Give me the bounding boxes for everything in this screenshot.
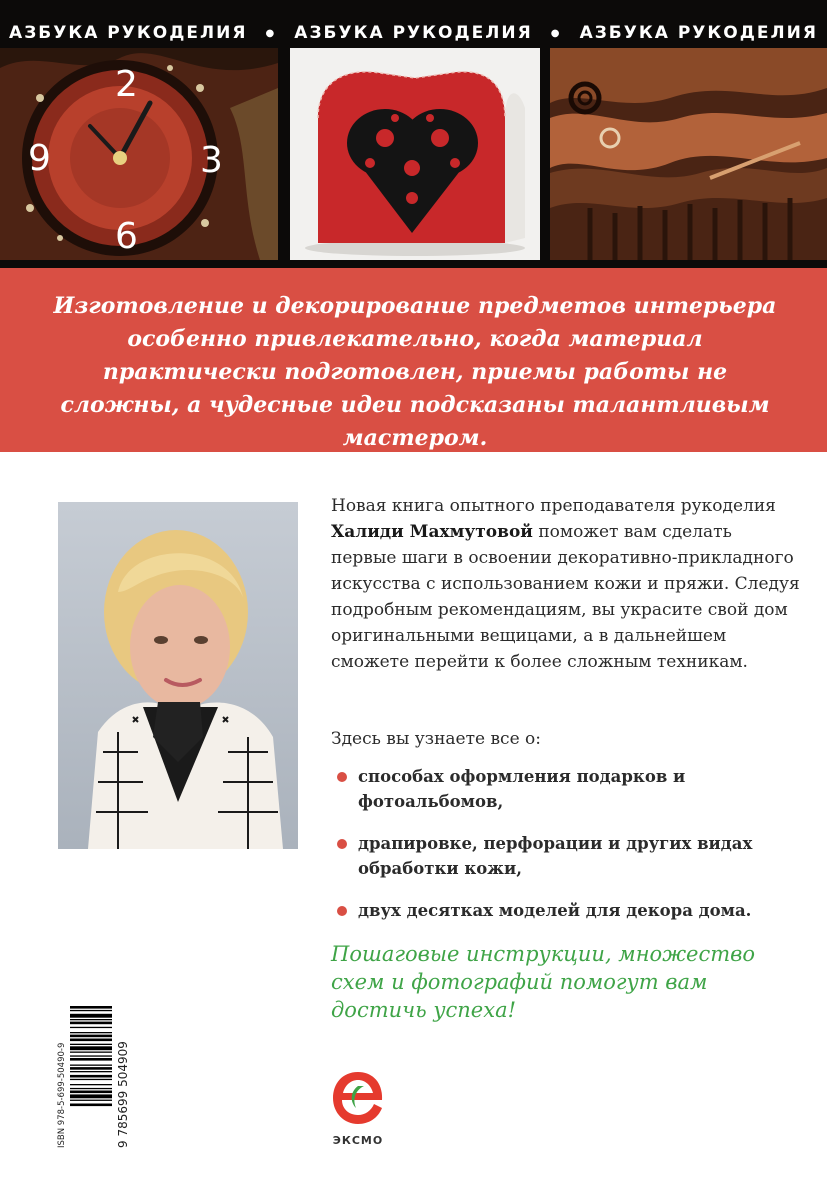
bullet-dot-icon	[337, 772, 347, 782]
bullet-dot-icon	[337, 839, 347, 849]
top-photo-band	[0, 0, 827, 268]
description-text: поможет вам сделать первые шаги в освоении декоративно-прикладного искусства с использованием кожи и пряжи. Следуя подробным рекомендациям, вы украсите свой дом оригинальными вещицами, а в дальнейшем сможете перейти к более сложным техникам.	[331, 522, 800, 672]
clock-numeral-9: 9	[28, 138, 51, 179]
author-portrait	[58, 502, 298, 849]
eksmo-logo-icon	[328, 1068, 388, 1128]
list-item	[337, 831, 807, 881]
publisher-name: ЭКСМО	[332, 1134, 384, 1147]
author-name: Халиди Махмутовой	[331, 522, 533, 542]
description-text: Новая книга опытного преподавателя рукоделия	[331, 496, 776, 516]
separator-dot: ●	[265, 27, 277, 39]
leather-clock-photo	[0, 48, 278, 260]
list-item-text: двух десятках моделей для декора дома.	[358, 901, 752, 920]
topics-list	[337, 764, 807, 940]
series-title-row	[0, 18, 827, 48]
separator-dot: ●	[550, 27, 562, 39]
publisher-logo	[328, 1068, 388, 1148]
series-title: АЗБУКА РУКОДЕЛИЯ	[579, 23, 818, 43]
leather-panel-photo	[550, 48, 827, 260]
clock-numeral-3: 3	[200, 140, 223, 181]
barcode-digits: 9 785699 504909	[116, 1041, 130, 1148]
topics-intro: Здесь вы узнаете все о:	[331, 729, 541, 749]
list-item-text: способах оформления подарков и фотоальбомов,	[358, 767, 686, 811]
list-item-text: драпировке, перфорации и других видах обработки кожи,	[358, 834, 753, 878]
series-title: АЗБУКА РУКОДЕЛИЯ	[9, 23, 248, 43]
isbn-barcode	[52, 1000, 132, 1150]
bullet-dot-icon	[337, 906, 347, 916]
lead-text: Изготовление и декорирование предметов интерьера особенно привлекательно, когда материал практически подготовлен, приемы работы не сложны, а чудесные идеи подсказаны талантливым мастером.	[53, 293, 777, 451]
list-item	[337, 898, 807, 923]
closing-text: Пошаговые инструкции, множество схем и фотографий помогут вам достичь успеха!	[331, 942, 756, 1022]
red-leather-box-photo	[290, 48, 540, 260]
list-item	[337, 764, 807, 814]
book-description	[331, 493, 801, 675]
isbn-text: ISBN 978-5-699-50490-9	[57, 1042, 67, 1148]
series-title: АЗБУКА РУКОДЕЛИЯ	[294, 23, 533, 43]
clock-numeral-12: 2	[115, 64, 138, 105]
clock-numeral-6: 6	[115, 216, 138, 257]
